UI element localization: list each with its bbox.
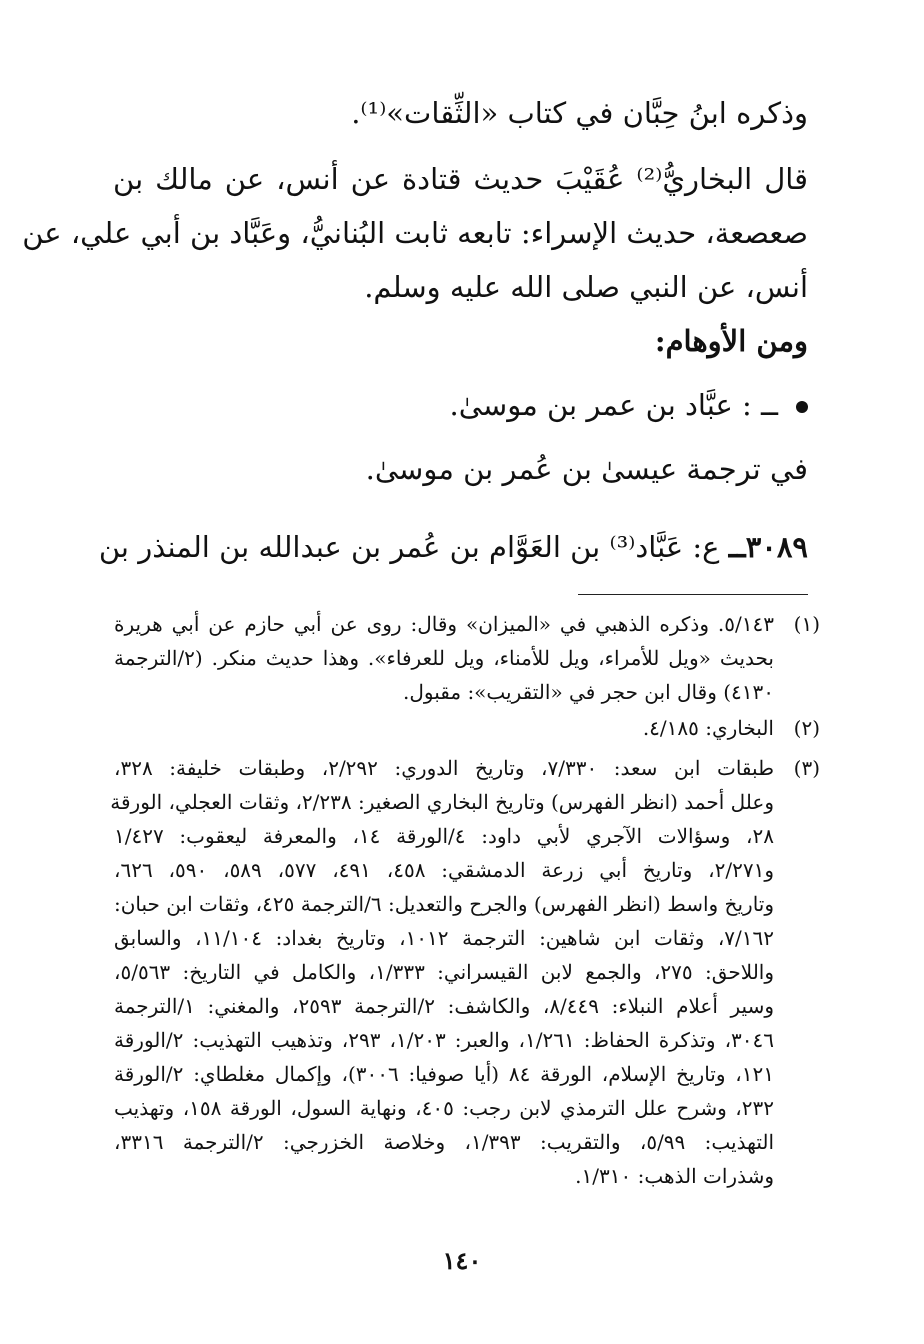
- main-text-line-4: أنس، عن النبي صلى الله عليه وسلم.: [364, 270, 808, 304]
- main-text-line-5: في ترجمة عيسىٰ بن عُمر بن موسىٰ.: [365, 452, 808, 486]
- section-heading: ومن الأوهام:: [654, 324, 808, 358]
- footnote-3-line-2: وعلل أحمد (انظر الفهرس) وتاريخ البخاري الصغير: ٢/٢٣٨، وثقات العجلي، الورقة: [110, 790, 774, 814]
- footnote-1-line-1: ٥/١٤٣. وذكره الذهبي في «الميزان» وقال: روى عن أبي حازم عن أبي هريرة: [114, 612, 774, 636]
- footnote-3-line-11: ٢٣٢، وشرح علل الترمذي لابن رجب: ٤٠٥، ونهاية السول، الورقة ١٥٨، وتهذيب: [114, 1096, 774, 1120]
- entry-line: [98, 530, 808, 564]
- footnote-3-line-10: ١٢١، وتاريخ الإسلام، الورقة ٨٤ (أيا صوفيا: ٣٠٠٦)، وإكمال مغلطاي: ٢/الورقة: [114, 1062, 774, 1086]
- footnote-separator: [578, 594, 808, 595]
- footnote-1-line-3: ٤١٣٠) وقال ابن حجر في «التقريب»: مقبول.: [403, 680, 774, 704]
- bullet-line: [450, 388, 808, 422]
- entry-number: ٣٠٨٩ــ: [728, 530, 808, 564]
- footnote-2-label: (٢): [793, 716, 820, 740]
- main-text-line-3: صعصعة، حديث الإسراء: تابعه ثابت البُنانيُّ، وعَبَّاد بن أبي علي، عن: [22, 216, 808, 250]
- page-number: ١٤٠: [442, 1246, 482, 1275]
- footnote-2-line-1: البخاري: ٤/١٨٥.: [642, 716, 774, 740]
- bullet-text: ــ : عبَّاد بن عمر بن موسىٰ.: [449, 388, 778, 422]
- footnote-3-line-3: ٢٨، وسؤالات الآجري لأبي داود: ٤/الورقة ١٤، والمعرفة ليعقوب: ١/٤٢٧: [114, 824, 774, 848]
- main-text-line-1: وذكره ابنُ حِبَّان في كتاب «الثِّقات»⁽¹⁾.: [351, 96, 808, 130]
- footnote-3-line-5: وتاريخ واسط (انظر الفهرس) والجرح والتعديل: ٦/الترجمة ٤٢٥، وثقات ابن حبان:: [114, 892, 775, 916]
- bullet-icon: [796, 401, 808, 413]
- entry-text: ع: عَبَّاد⁽³⁾ بن العَوَّام بن عُمر بن عبدالله بن المنذر بن: [98, 530, 720, 564]
- footnote-3-line-4: و٢/٢٧١، وتاريخ أبي زرعة الدمشقي: ٤٥٨، ٤٩١، ٥٧٧، ٥٨٩، ٥٩٠، ٦٢٦،: [114, 858, 775, 882]
- footnote-3-line-1: طبقات ابن سعد: ٧/٣٣٠، وتاريخ الدوري: ٢/٢٩٢، وطبقات خليفة: ٣٢٨،: [114, 756, 774, 780]
- main-text-line-2: قال البخاريُّ⁽²⁾ عُقَيْبَ حديث قتادة عن أنس، عن مالك بن: [113, 162, 808, 196]
- footnote-1-label: (١): [793, 612, 820, 636]
- footnote-3-line-12: التهذيب: ٥/٩٩، والتقريب: ١/٣٩٣، وخلاصة الخزرجي: ٢/الترجمة ٣٣١٦،: [114, 1130, 775, 1154]
- footnote-3-label: (٣): [793, 756, 820, 780]
- footnote-3-line-6: ٧/١٦٢، وثقات ابن شاهين: الترجمة ١٠١٢، وتاريخ بغداد: ١١/١٠٤، والسابق: [114, 926, 774, 950]
- footnote-1-line-2: بحديث «ويل للأمراء، ويل للأمناء، ويل للعرفاء». وهذا حديث منكر. (٢/الترجمة: [114, 646, 774, 670]
- footnote-3-line-8: وسير أعلام النبلاء: ٨/٤٤٩، والكاشف: ٢/الترجمة ٢٥٩٣، والمغني: ١/الترجمة: [114, 994, 774, 1018]
- footnote-3-line-13: وشذرات الذهب: ١/٣١٠.: [575, 1164, 774, 1188]
- footnote-3-line-7: واللاحق: ٢٧٥، والجمع لابن القيسراني: ١/٣٣٣، والكامل في التاريخ: ٥/٥٦٣،: [114, 960, 775, 984]
- footnote-3-line-9: ٣٠٤٦، وتذكرة الحفاظ: ١/٢٦١، والعبر: ١/٢٠٣، ٢٩٣، وتذهيب التهذيب: ٢/الورقة: [114, 1028, 775, 1052]
